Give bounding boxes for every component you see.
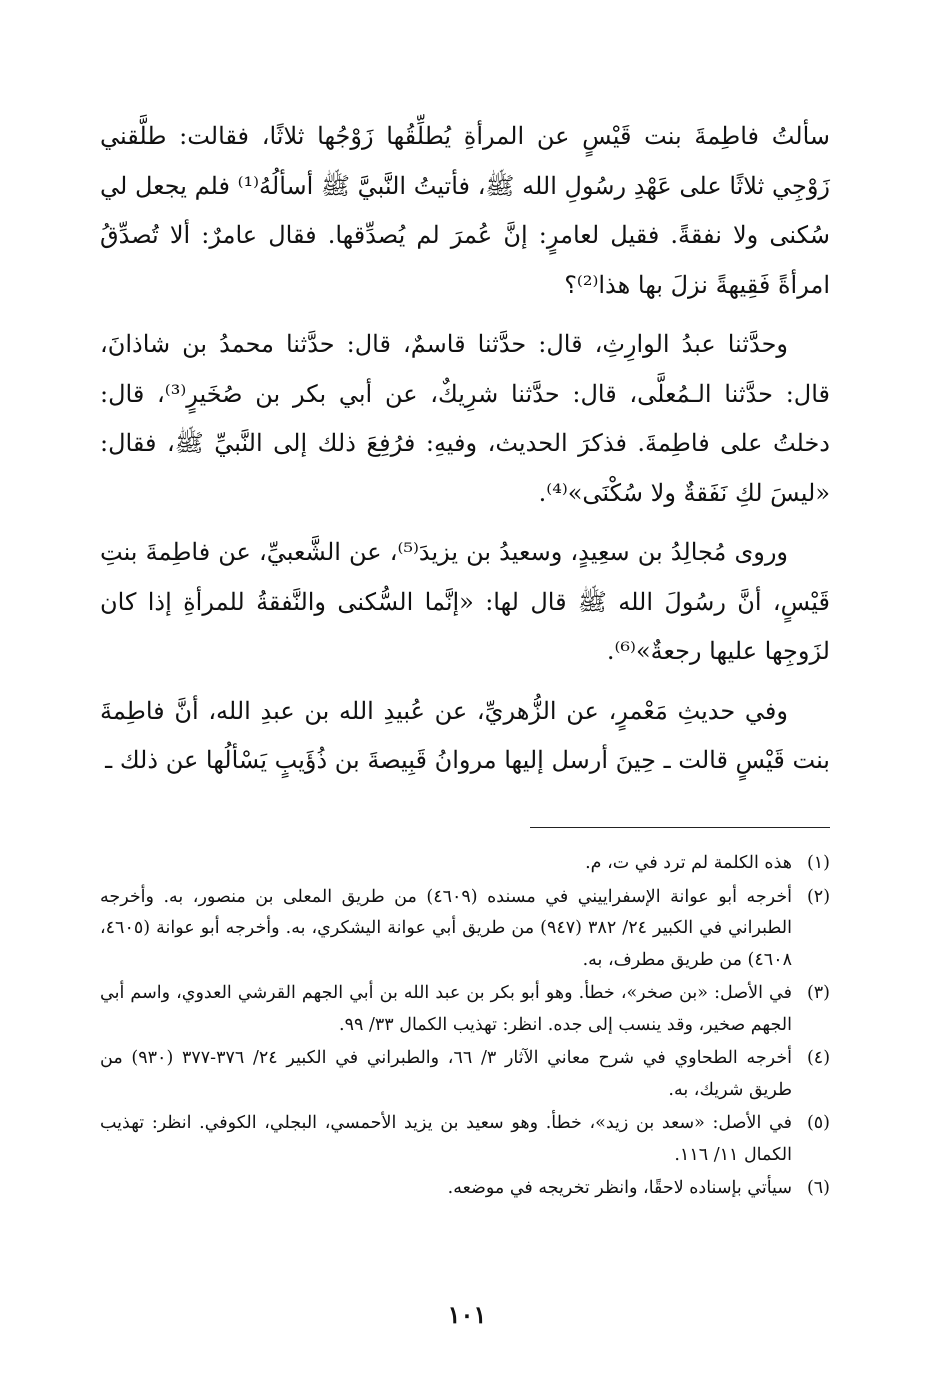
footnote-number: (٢) [806, 886, 831, 907]
footnote-number: (١) [806, 853, 830, 873]
paragraph-2: وحدَّثنا عبدُ الوارِثِ، قال: حدَّثنا قاسمٌ، قال: حدَّثنا محمدُ بن شاذانَ، قال: حدَّثنا الـمُعلَّى، قال: حدَّثنا شرِيكٌ، عن أبي بكر بن صُخَيرٍ⁽³⁾، قال: دخلتُ على فاطِمةَ. فذكرَ الحديث، وفيهِ: فرُفِعَ ذلك إلى النَّبيِّ ﷺ، فقال: «ليسَ لكِ نَفَقةٌ ولا سُكْنَى»⁽⁴⁾. [100, 330, 831, 507]
footnote-text: هذه الكلمة لم ترد في ت، م. [585, 853, 792, 873]
paragraph-3: وروى مُجالِدُ بن سعِيدٍ، وسعيدُ بن يزيدَ⁽⁵⁾، عن الشَّعبيِّ، عن فاطِمةَ بنتِ قَيْسٍ، أنَّ رسُولَ الله ﷺ قال لها: «إنَّما السُّكنى والنَّفقةُ للمرأةِ إذا كان لزَوجِها عليها رجعةٌ»⁽⁶⁾. [100, 538, 830, 665]
footnote-text: في الأصل: «سعد بن زيد»، خطأ. وهو سعيد بن يزيد الأحمسي، البجلي، الكوفي. انظر: تهذيب الكمال ١١/ ١١٦. [100, 1113, 792, 1165]
page-number: ١٠١ [447, 1300, 487, 1329]
footnote-text: أخرجه الطحاوي في شرح معاني الآثار ٣/ ٦٦، والطبراني في الكبير ٢٤/ ٣٧٦-٣٧٧ (٩٣٠) من طريق شريك، به. [100, 1048, 793, 1100]
footnote-number: (٥) [806, 1113, 830, 1133]
footnote-text: سيأتي بإسناده لاحقًا، وانظر تخريجه في موضعه. [447, 1178, 792, 1198]
footnote-text: في الأصل: «بن صخر»، خطأ. وهو أبو بكر بن عبد الله بن أبي الجهم القرشي العدوي، واسم أبي الجهم صخير، وقد ينسب إلى جده. انظر: تهذيب الكمال ٣٣/ ٩٩. [100, 983, 792, 1035]
footnote [100, 978, 830, 1041]
footnote-text: أخرجه أبو عوانة الإسفراييني في مسنده (٤٦٠٩) من طريق المعلى بن منصور، به. وأخرجه الطبراني في الكبير ٢٤/ ٣٨٢ (٩٤٧) من طريق أبي عوانة اليشكري، به. وأخرجه أبو عوانة (٤٦٠٥، ٤٦٠٨) من طريق مطرف، به. [100, 886, 793, 970]
footnote [100, 1108, 830, 1171]
footnote [100, 882, 830, 977]
footnote [100, 848, 830, 880]
footnote-number: (٦) [806, 1178, 830, 1198]
main-text [100, 112, 830, 796]
footnote [100, 1043, 830, 1106]
paragraph-4: وفي حديثِ مَعْمرٍ، عن الزُّهريِّ، عن عُبيدِ الله بن عبدِ الله، أنَّ فاطِمةَ بنت قَيْسٍ قالت ـ حِينَ أرسل إليها مروانُ قَبِيصةَ بن ذُؤَيبٍ يَسْألُها عن ذلك ـ [100, 696, 830, 774]
footnote [100, 1173, 830, 1205]
paragraph-1: سألتُ فاطِمةَ بنت قَيْسٍ عن المرأةِ يُطلِّقُها زَوْجُها ثلاثًا، فقالت: طلَّقني زَوْجِي ثلاثًا على عَهْدِ رسُولِ الله ﷺ، فأتيتُ النَّبيَّ ﷺ أسألُهُ⁽¹⁾ فلم يجعل لي سُكنى ولا نفقةً. فقيل لعامرٍ: إنَّ عُمرَ لم يُصدِّقها. فقال عامرٌ: ألا تُصدِّقُ امرأةً فَقِيهةً نزلَ بها هذا⁽²⁾؟ [100, 122, 830, 299]
footnote-number: (٤) [806, 1048, 831, 1068]
footnote-number: (٣) [806, 983, 830, 1003]
footnote-separator [530, 827, 830, 828]
footnotes [100, 848, 830, 1207]
